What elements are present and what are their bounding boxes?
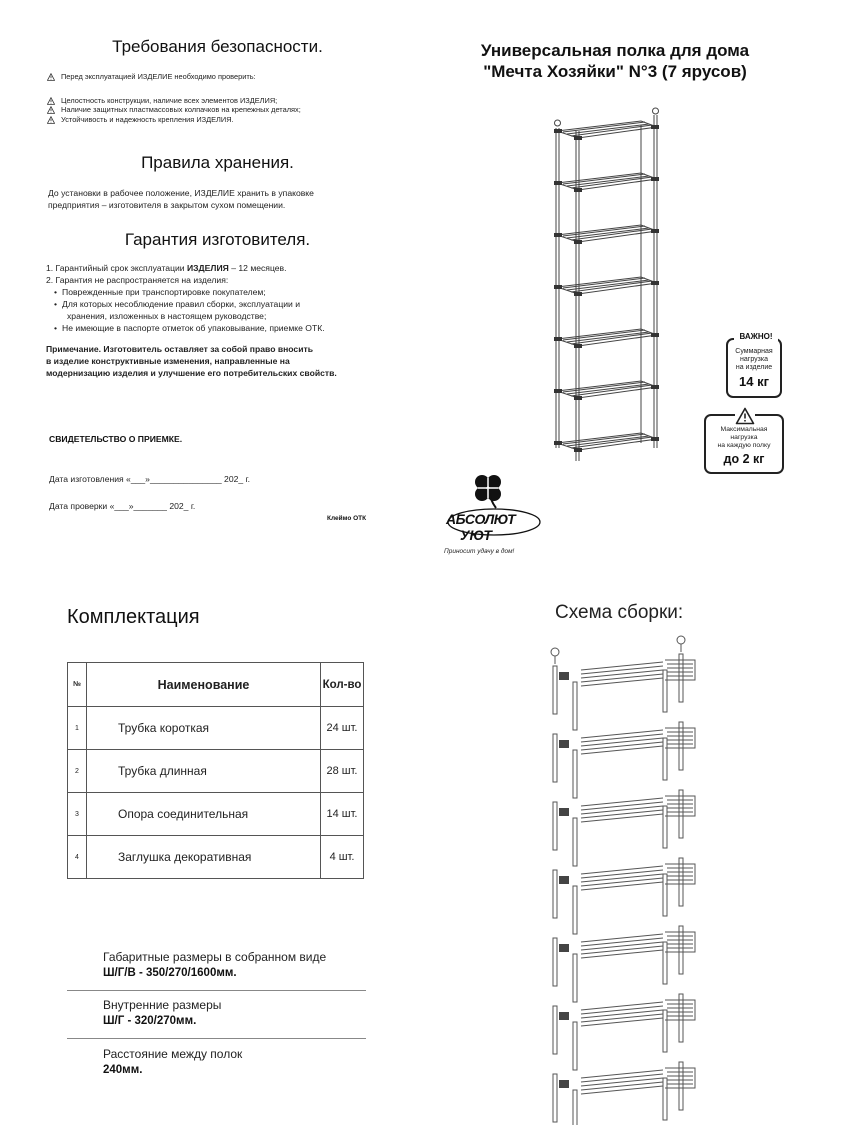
table-header-row <box>68 663 364 707</box>
warning-icon <box>47 73 55 81</box>
warning-icon <box>47 97 55 105</box>
brand-name-1: АБСОЛЮТ <box>446 511 516 527</box>
table-row: 4 Заглушка декоративная 4 шт. <box>68 836 364 879</box>
safety-item: Устойчивость и надежность крепления ИЗДЕЛИЯ. <box>47 115 397 125</box>
total-load-badge: ВАЖНО! Суммарная нагрузка на изделие 14 кг <box>726 338 782 398</box>
warranty-item-2: 2. Гарантия не распространяется на изделия: <box>46 275 229 285</box>
col-name-header: Наименование <box>87 663 321 707</box>
brand-logo <box>440 470 550 560</box>
kit-table <box>67 662 364 879</box>
check-date: Дата проверки «___»_______ 202_ г. <box>49 501 196 511</box>
safety-item: Наличие защитных пластмассовых колпачков на крепежных деталях; <box>47 105 397 115</box>
warning-icon <box>47 106 55 114</box>
safety-title: Требования безопасности. <box>112 37 323 56</box>
made-date: Дата изготовления «___»_______________ 202_ г. <box>49 474 251 484</box>
col-qty-header: Кол-во <box>321 663 364 707</box>
col-num-header: № <box>68 663 87 707</box>
warranty-title: Гарантия изготовителя. <box>124 230 311 249</box>
warning-icon <box>47 116 55 124</box>
important-label: ВАЖНО! <box>734 332 778 341</box>
warranty-bullet: • Поврежденные при транспортировке покупателем; <box>54 287 266 297</box>
divider <box>67 990 366 991</box>
dimensions-inner: Внутренние размеры Ш/Г - 320/270мм. <box>103 998 222 1027</box>
table-row: 3 Опора соединительная 14 шт. <box>68 793 364 836</box>
max-load-value: до 2 кг <box>723 452 765 466</box>
warranty-bullet: • Для которых несоблюдение правил сборки, эксплуатации и <box>54 299 301 309</box>
otk-stamp: Клеймо ОТК <box>327 515 367 522</box>
table-row: 2 Трубка длинная 28 шт. <box>68 750 364 793</box>
safety-intro-row <box>47 72 397 82</box>
warranty-item-1: 1. Гарантийный срок эксплуатации ИЗДЕЛИЯ – 12 месяцев. <box>46 263 287 273</box>
product-title: Универсальная полка для дома "Мечта Хозяйки" N°3 (7 ярусов) <box>480 41 750 81</box>
max-load-badge: Максимальная нагрузка на каждую полку до 2 кг <box>704 414 784 474</box>
kit-title: Комплектация <box>67 606 200 628</box>
assembly-diagram <box>545 630 705 1125</box>
acceptance-title: СВИДЕТЕЛЬСТВО О ПРИЕМКЕ. <box>49 434 183 444</box>
safety-item: Целостность конструкции, наличие всех элементов ИЗДЕЛИЯ; <box>47 96 397 106</box>
warranty-text: 1. Гарантийный срок эксплуатации ИЗДЕЛИЯ – 12 месяцев. 2. Гарантия не распространяется на изделия: • Поврежденные при транспортировке покупателем; • Для которых несоблюдение правил сборки, эксплуатации и хранения, изложенных в настоящем руководстве; • Не имеющие в паспорте отметок об упаковывание, приемке ОТК. Примечание. Изготовитель оставляет за собой право вносить в изделие конструктивные изменения, направленные на модернизацию изделия и улучшение его потребительских свойств. <box>46 262 406 379</box>
total-load-value: 14 кг <box>739 374 769 389</box>
safety-block <box>47 72 397 124</box>
dimensions-spacing: Расстояние между полок 240мм. <box>103 1047 243 1076</box>
brand-name-2: УЮТ <box>460 527 492 543</box>
warning-icon <box>735 407 755 425</box>
assembly-title: Схема сборки: <box>555 602 684 623</box>
divider <box>67 1038 366 1039</box>
brand-slogan: Приносит удачу в дом! <box>444 548 515 555</box>
dimensions-overall: Габаритные размеры в собранном виде Ш/Г/В - 350/270/1600мм. <box>103 950 327 979</box>
storage-title: Правила хранения. <box>141 153 294 172</box>
table-row: 1 Трубка короткая 24 шт. <box>68 707 364 750</box>
storage-text: До установки в рабочее положение, ИЗДЕЛИЕ хранить в упаковке предприятия – изготовителя в закрытом сухом помещении. <box>48 188 314 210</box>
warranty-bullet: • Не имеющие в паспорте отметок об упаковывание, приемке ОТК. <box>54 323 325 333</box>
shelf-illustration <box>545 103 675 468</box>
warranty-note: Примечание. Изготовитель оставляет за собой право вносить в изделие конструктивные изменения, направленные на модернизацию изделия и улучшение его потребительских свойств. <box>46 344 337 378</box>
safety-intro: Перед эксплуатацией ИЗДЕЛИЕ необходимо проверить: <box>61 72 256 81</box>
